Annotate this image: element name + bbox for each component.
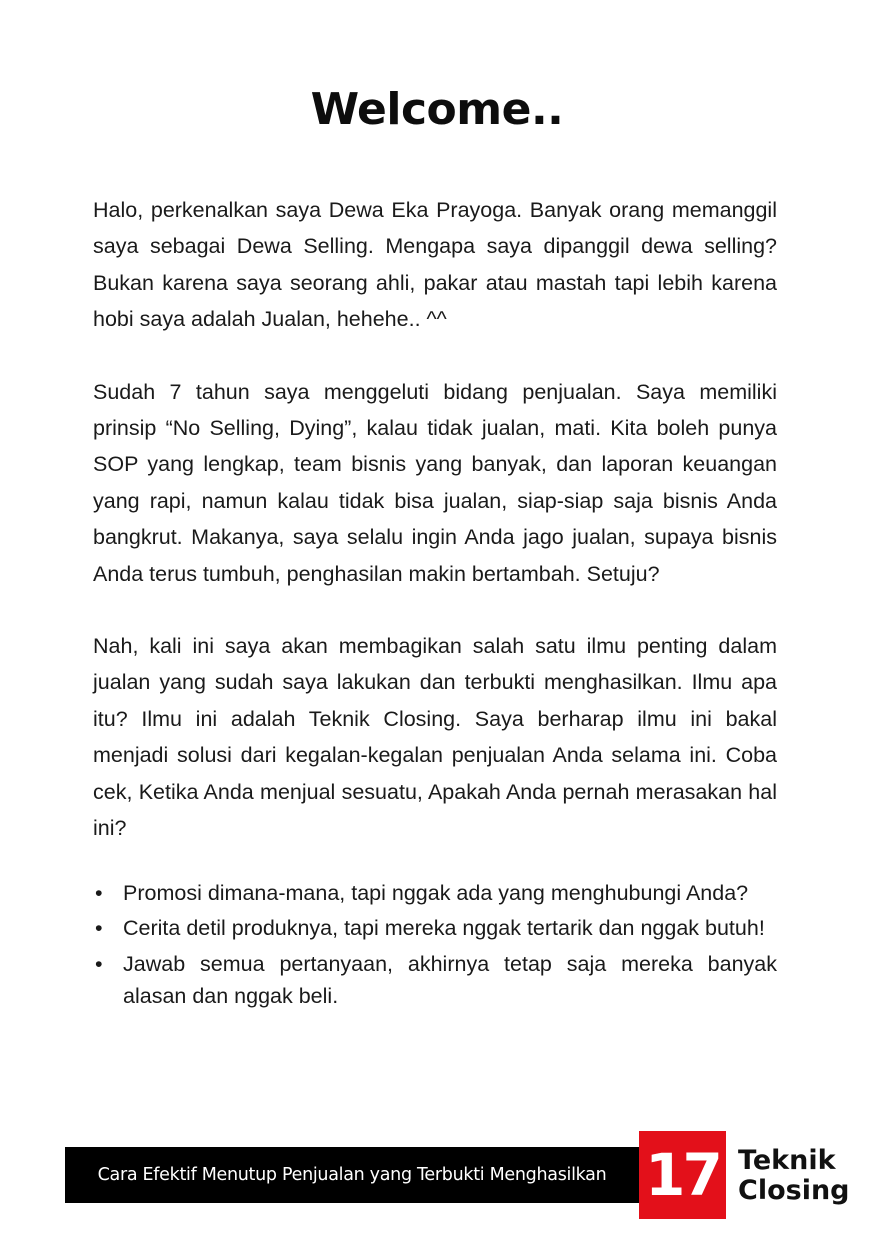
bullet-icon: •: [95, 951, 103, 976]
footer-bar: [65, 1147, 639, 1203]
list-item-text: Jawab semua pertanyaan, akhirnya tetap saja mereka banyak alasan dan nggak beli.: [123, 951, 777, 1008]
list-item-text: Cerita detil produknya, tapi mereka nggak tertarik dan nggak butuh!: [123, 916, 765, 940]
intro-paragraph: Halo, perkenalkan saya Dewa Eka Prayoga. Banyak orang memanggil saya sebagai Dewa Selling. Mengapa saya dipanggil dewa selling? Bukan karena saya seorang ahli, pakar atau mastah tapi lebih karena hobi saya adalah Jualan, hehehe.. ^^: [93, 198, 777, 332]
page-title: Welcome..: [310, 84, 564, 135]
brand-title-line2: Closing: [738, 1175, 850, 1206]
chapter-number-badge: 17: [639, 1131, 726, 1219]
list-item: [93, 877, 777, 910]
body-content: [93, 192, 777, 1016]
bullet-icon: •: [95, 916, 103, 940]
list-item: [93, 948, 777, 1013]
brand-title: [738, 1146, 868, 1206]
brand-title-line1: Teknik: [738, 1145, 836, 1176]
list-item-text: Promosi dimana-mana, tapi nggak ada yang menghubungi Anda?: [123, 880, 749, 905]
bullet-icon: •: [95, 880, 103, 905]
teknik-closing-paragraph: Nah, kali ini saya akan membagikan salah satu ilmu penting dalam jualan yang sudah saya lakukan dan terbukti menghasilkan. Ilmu apa itu? Ilmu ini adalah Teknik Closing. Saya berharap ilmu ini bakal menjadi solusi dari kegalan-kegalan penjualan Anda selama ini. Coba cek, Ketika Anda menjual sesuatu, Apakah Anda pernah merasakan hal ini?: [93, 634, 777, 841]
list-item: [93, 912, 777, 945]
principle-paragraph: Sudah 7 tahun saya menggeluti bidang penjualan. Saya memiliki prinsip “No Selling, Dying”, kalau tidak jualan, mati. Kita boleh punya SOP yang lengkap, team bisnis yang banyak, dan laporan keuangan yang rapi, namun kalau tidak bisa jualan, siap-siap saja bisnis Anda bangkrut. Makanya, saya selalu ingin Anda jago jualan, supaya bisnis Anda terus tumbuh, penghasilan makin bertambah. Setuju?: [93, 379, 777, 586]
footer-tagline: Cara Efektif Menutup Penjualan yang Terbukti Menghasilkan: [97, 1165, 607, 1185]
problem-list: [93, 877, 777, 1013]
